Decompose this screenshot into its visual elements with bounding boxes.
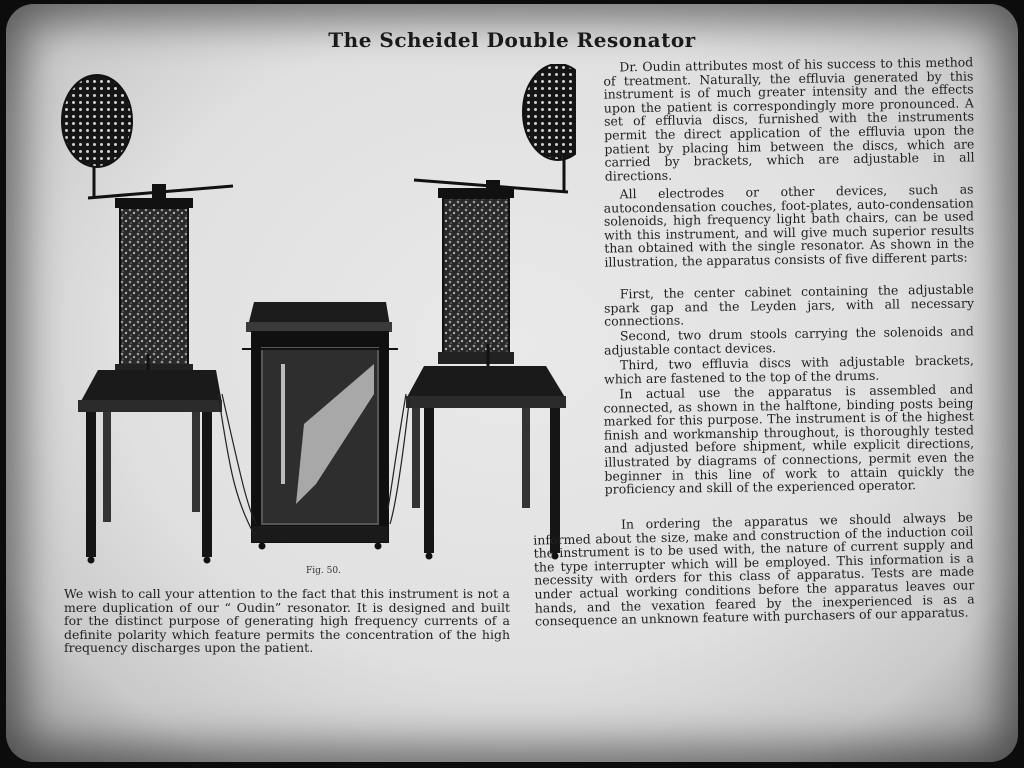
center-cabinet xyxy=(242,302,398,550)
right-paragraph-7: In ordering the apparatus we should always be informed about the size, make and construction of the induction coil the instrument is to be used with, the nature of current supply and the type interrupter which will be employed. This information is a necessity with orders for this class of apparatus. Tests are made under actual working conditions before the apparatus leaves our hands, and the vexation feared by the inexperienced is as a consequence an unknown feature with purchasers of our apparatus. xyxy=(533,509,975,629)
right-paragraph-1: Dr. Oudin attributes most of his success to this method of treatment. Naturally, the effluvia generated by this instrument is of much greater intensity and the effects upon the patient is correspondingly more pronounced. A set of effluvia discs, furnished with the instruments permit the direct application of the effluvia upon the patient by placing him between the discs, which are carried by brackets, which are adjustable in all directions. xyxy=(603,54,975,184)
left-stool xyxy=(78,370,222,564)
left-paragraph: We wish to call your attention to the fact that this instrument is not a mere duplication of our “ Oudin” resonator. It is designed and built for the distinct purpose of generating high frequency currents of a definite polarity which feature permits the concentration of the high frequency discharges upon the patient. xyxy=(64,586,510,656)
right-paragraph-5: Third, two effluvia discs with adjustable brackets, which are fastened to the top of the drums. xyxy=(604,352,974,387)
resonator-illustration xyxy=(56,64,576,569)
book-page xyxy=(6,4,1018,762)
right-paragraph-6: In actual use the apparatus is assembled and connected, as shown in the halftone, binding posts being marked for this purpose. The instrument is of the highest finish and workmanship throughout, is thoroughly tested and adjusted before shipment, while explicit directions, illustrated by diagrams of connections, permit even the beginner in this line of work to attain quickly the proficiency and skill of the experienced operator. xyxy=(603,381,975,497)
page-title: The Scheidel Double Resonator xyxy=(328,28,696,52)
right-drum-solenoid xyxy=(438,188,514,382)
right-paragraph-4: Second, two drum stools carrying the solenoids and adjustable contact devices. xyxy=(604,323,974,358)
figure-caption: Fig. 50. xyxy=(306,566,341,576)
right-paragraph-3: First, the center cabinet containing the adjustable spark gap and the Leyden jars, with all necessary connections. xyxy=(603,281,975,329)
left-bracket xyxy=(88,184,233,198)
left-drum-solenoid xyxy=(115,198,193,389)
right-paragraph-2: All electrodes or other devices, such as autocondensation couches, foot-plates, auto-condensation solenoids, high frequency light bath chairs, can be used with this instrument, and will give much superior results than obtained with the single resonator. As shown in the illustration, the apparatus consists of five different parts: xyxy=(603,181,975,270)
right-effluvia-disc xyxy=(523,64,576,192)
left-effluvia-disc xyxy=(62,75,132,198)
